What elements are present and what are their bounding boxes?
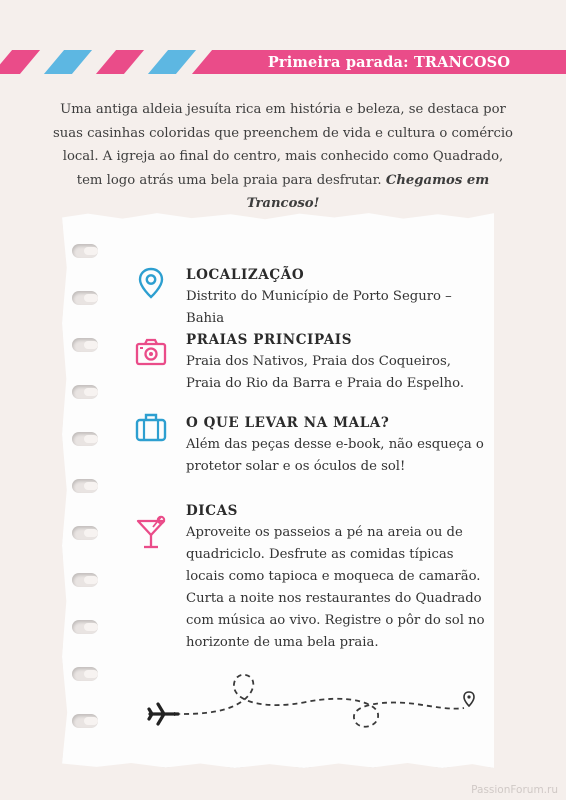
airmail-stripes xyxy=(0,50,210,74)
binder-hole xyxy=(72,338,98,352)
suitcase-icon xyxy=(134,410,168,444)
binder-hole xyxy=(72,385,98,399)
location-pin-icon xyxy=(134,266,168,300)
binder-hole xyxy=(72,620,98,634)
binder-hole xyxy=(72,667,98,681)
section-body: Distrito do Município de Porto Seguro – Bahia xyxy=(186,289,452,326)
section-title: LOCALIZAÇÃO xyxy=(186,267,305,283)
binder-hole xyxy=(72,432,98,446)
section-title: O QUE LEVAR NA MALA? xyxy=(186,415,390,431)
camera-icon xyxy=(134,335,168,369)
cocktail-icon xyxy=(134,512,168,552)
binder-hole xyxy=(72,291,98,305)
page-title: Primeira parada: TRANCOSO xyxy=(267,53,511,71)
binder-hole xyxy=(72,714,98,728)
intro-text: Uma antiga aldeia jesuíta rica em história e beleza, se destaca por suas casinhas coloridas que preenchem de vida e cultura o comércio local. A igreja ao final do centro, mais conhecido como Quadrado, tem logo atrás uma bela praia para desfrutar. xyxy=(52,102,513,188)
binder-hole xyxy=(72,573,98,587)
section-body: Além das peças desse e-book, não esqueça o protetor solar e os óculos de sol! xyxy=(186,437,484,474)
section-body: Aproveite os passeios a pé na areia ou de quadriciclo. Desfrute as comidas típicas locais como tapioca e moqueca de camarão. Curta a noite nos restaurantes do Quadrado com música ao vivo. Registre o pôr do sol no horizonte de uma bela praia. xyxy=(186,525,485,650)
section-body: Praia dos Nativos, Praia dos Coqueiros, Praia do Rio da Barra e Praia do Espelho. xyxy=(186,354,465,391)
binder-hole xyxy=(72,526,98,540)
watermark: PassionForum.ru xyxy=(471,784,558,796)
title-banner xyxy=(212,50,566,74)
section-title: PRAIAS PRINCIPAIS xyxy=(186,332,353,348)
airplane-icon xyxy=(149,704,181,724)
flight-path-illustration xyxy=(146,662,486,742)
section-title: DICAS xyxy=(186,503,238,519)
intro-paragraph xyxy=(50,98,516,216)
binder-hole xyxy=(72,244,98,258)
destination-pin-icon xyxy=(464,692,474,706)
binder-hole xyxy=(72,479,98,493)
intro-emphasis: Chegamos em Trancoso! xyxy=(246,172,490,211)
